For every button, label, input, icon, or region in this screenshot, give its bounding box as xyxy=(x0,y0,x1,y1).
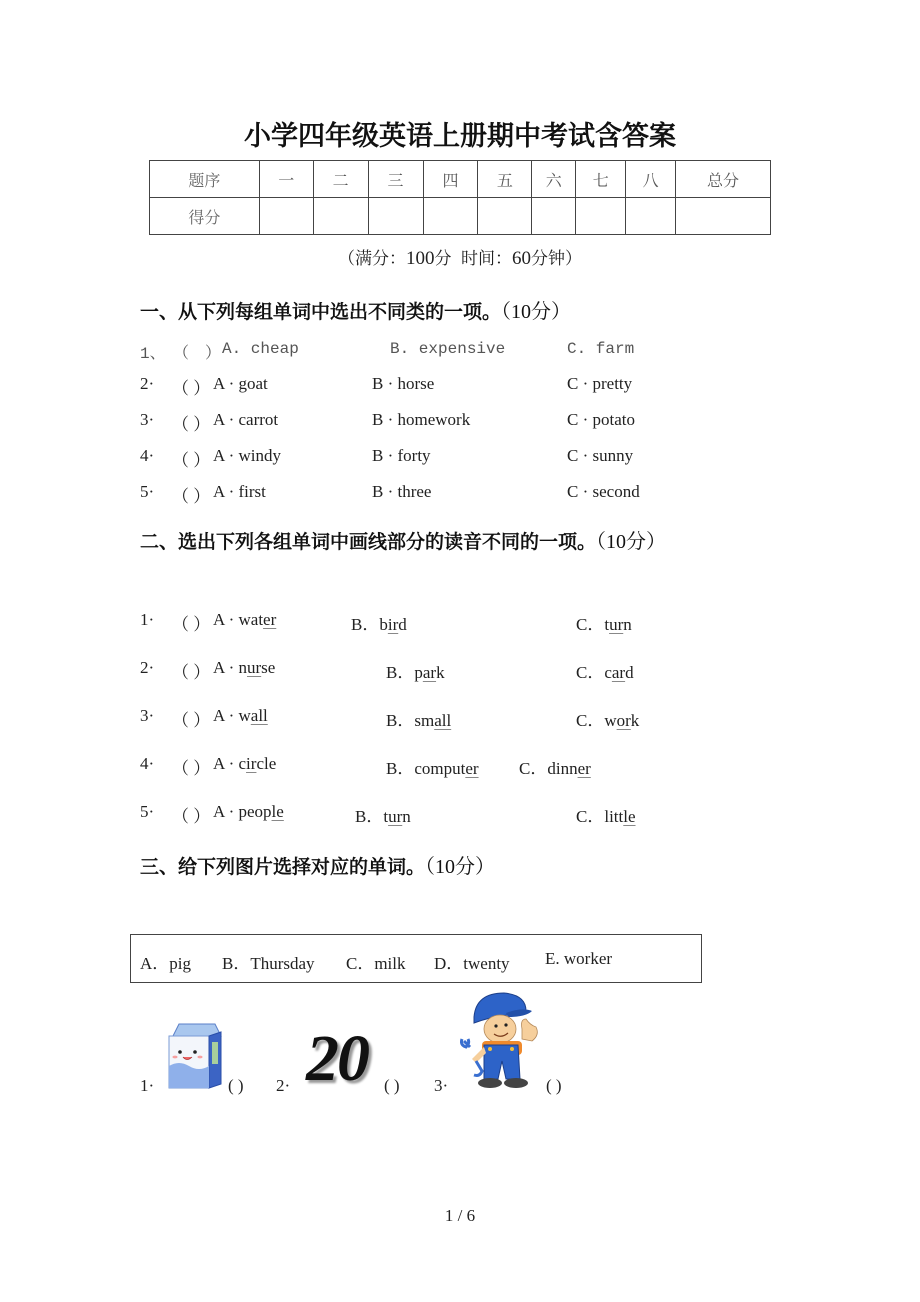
s1-q2-option-c: C · pretty xyxy=(567,374,633,393)
underlined-part: ur xyxy=(609,615,624,634)
s2-q1-option-b: B．bird xyxy=(351,615,407,634)
milk-carton-icon xyxy=(165,1022,225,1090)
s3-q3-answer-blank[interactable]: ( ) xyxy=(546,1076,562,1095)
word-bank-option-e: E. worker xyxy=(545,949,613,968)
s1-q5-option-a: A · first xyxy=(213,482,266,501)
s1-q2-number: 2· xyxy=(140,374,155,393)
s1-q1-answer-blank[interactable]: （ ） xyxy=(173,345,222,363)
s2-q4-option-b: B．computer xyxy=(386,759,479,778)
s2-q2-answer-blank[interactable]: （ ） xyxy=(172,663,211,682)
s2-q1-number: 1· xyxy=(140,610,155,629)
s1-q4-answer-blank[interactable]: （ ） xyxy=(172,451,211,470)
s3-q1-answer-blank[interactable]: ( ) xyxy=(228,1076,244,1095)
header-cell-4: 四 xyxy=(423,161,478,198)
s1-q1-number: 1、 xyxy=(140,345,166,363)
s2-q1-option-c: C．turn xyxy=(576,615,632,634)
full-mark-label: 满分 xyxy=(355,249,389,269)
s3-q1-number: 1· xyxy=(140,1076,155,1095)
s1-q2-answer-blank[interactable]: （ ） xyxy=(172,379,211,398)
s2-q5-option-a: A · people xyxy=(213,802,284,821)
s2-q4-answer-blank[interactable]: （ ） xyxy=(172,759,211,778)
s1-q3-number: 3· xyxy=(140,410,155,429)
section-3-heading xyxy=(140,850,495,879)
underlined-part: er xyxy=(577,759,591,778)
worker-boy-icon xyxy=(460,989,548,1091)
time-unit: 分钟 xyxy=(531,249,565,269)
underlined-part: or xyxy=(616,711,631,730)
s2-q3-answer-blank[interactable]: （ ） xyxy=(172,711,211,730)
header-cell-5: 五 xyxy=(478,161,532,198)
s2-q5-option-b: B．turn xyxy=(355,807,411,826)
s1-q5-option-b: B · three xyxy=(372,482,432,501)
underlined-part: ar xyxy=(422,663,437,682)
score-cell-7[interactable] xyxy=(576,198,626,235)
underlined-part: ar xyxy=(611,663,626,682)
underlined-part: er xyxy=(263,610,277,629)
underlined-part: all xyxy=(250,706,268,725)
word-bank-option-c: C．milk xyxy=(346,954,406,973)
s2-q3-option-c: C．work xyxy=(576,711,640,730)
header-cell-label: 题序 xyxy=(150,161,260,198)
score-cell-1[interactable] xyxy=(259,198,313,235)
s1-q3-answer-blank[interactable]: （ ） xyxy=(172,415,211,434)
document-title: 小学四年级英语上册期中考试含答案 xyxy=(244,121,676,152)
header-cell-3: 三 xyxy=(368,161,423,198)
s1-q3-option-a: A · carrot xyxy=(213,410,279,429)
s2-q4-option-c: C．dinner xyxy=(519,759,591,778)
time-value: 60 xyxy=(512,248,531,269)
underlined-part: le xyxy=(623,807,636,826)
header-cell-6: 六 xyxy=(532,161,576,198)
section-1-title: 一、从下列每组单词中选出不同类的一项。 xyxy=(140,301,502,323)
s3-q3-number: 3· xyxy=(434,1076,449,1095)
score-table xyxy=(149,160,771,235)
score-table-header-row xyxy=(150,161,771,198)
header-cell-2: 二 xyxy=(313,161,368,198)
underlined-part: ir xyxy=(387,615,399,634)
section-3-title: 三、给下列图片选择对应的单词。 xyxy=(140,856,426,878)
s2-q3-number: 3· xyxy=(140,706,155,725)
s2-q2-option-a: A · nurse xyxy=(213,658,276,677)
paren-open: （ xyxy=(338,249,355,269)
time-label: 时间 xyxy=(461,249,495,269)
s1-q4-option-a: A · windy xyxy=(213,446,281,465)
full-mark-unit: 分 xyxy=(434,249,452,269)
s1-q4-option-c: C · sunny xyxy=(567,446,634,465)
score-cell-8[interactable] xyxy=(626,198,676,235)
section-3-points: （10分） xyxy=(425,856,496,878)
header-cell-7: 七 xyxy=(576,161,626,198)
s1-q2-option-b: B · horse xyxy=(372,374,435,393)
section-2-points: （10分） xyxy=(596,531,667,553)
score-cell-total[interactable] xyxy=(676,198,771,235)
header-cell-1: 一 xyxy=(259,161,313,198)
header-cell-total: 总分 xyxy=(676,161,771,198)
full-mark-value: 100 xyxy=(406,248,435,269)
underlined-part: ur xyxy=(247,658,262,677)
underlined-part: le xyxy=(271,802,284,821)
colon: ： xyxy=(389,249,406,269)
full-mark-info xyxy=(0,244,920,270)
s2-q5-answer-blank[interactable]: （ ） xyxy=(172,807,211,826)
s2-q1-answer-blank[interactable]: （ ） xyxy=(172,615,211,634)
s1-q1-option-a: A. cheap xyxy=(222,340,299,358)
underlined-part: er xyxy=(465,759,479,778)
section-1-points: （10分） xyxy=(501,301,572,323)
s1-q5-number: 5· xyxy=(140,482,155,501)
s3-q2-number: 2· xyxy=(276,1076,291,1095)
score-table-score-row xyxy=(150,198,771,235)
s3-q2-answer-blank[interactable]: ( ) xyxy=(384,1076,400,1095)
section-2-heading xyxy=(140,525,666,554)
s2-q2-number: 2· xyxy=(140,658,155,677)
underlined-part: ir xyxy=(246,754,257,773)
s1-q3-option-b: B · homework xyxy=(372,410,471,429)
s1-q4-number: 4· xyxy=(140,446,155,465)
score-cell-6[interactable] xyxy=(532,198,576,235)
word-bank-option-a: A．pig xyxy=(140,954,191,973)
score-cell-4[interactable] xyxy=(423,198,478,235)
header-cell-8: 八 xyxy=(626,161,676,198)
s1-q4-option-b: B · forty xyxy=(372,446,431,465)
s2-q3-option-a: A · wall xyxy=(213,706,268,725)
score-cell-5[interactable] xyxy=(478,198,532,235)
word-bank-box xyxy=(130,934,702,983)
word-bank-option-d: D．twenty xyxy=(434,954,510,973)
s1-q3-option-c: C · potato xyxy=(567,410,635,429)
s1-q1-option-c: C. farm xyxy=(567,340,635,358)
s2-q5-option-c: C．little xyxy=(576,807,636,826)
s1-q5-option-c: C · second xyxy=(567,482,640,501)
s2-q2-option-b: B．park xyxy=(386,663,445,682)
s2-q4-option-a: A · circle xyxy=(213,754,277,773)
section-1-heading xyxy=(140,295,571,324)
s1-q1-option-b: B. expensive xyxy=(390,340,506,358)
s2-q4-number: 4· xyxy=(140,754,155,773)
s2-q2-option-c: C．card xyxy=(576,663,634,682)
colon: ： xyxy=(495,249,512,269)
word-bank-option-b: B．Thursday xyxy=(222,954,315,973)
paren-close: ） xyxy=(565,249,582,269)
score-cell-2[interactable] xyxy=(313,198,368,235)
s1-q2-option-a: A · goat xyxy=(213,374,268,393)
s2-q3-option-b: B．small xyxy=(386,711,452,730)
s2-q5-number: 5· xyxy=(140,802,155,821)
score-row-label: 得分 xyxy=(150,198,260,235)
page-number: 1 / 6 xyxy=(444,1206,476,1225)
s1-q5-answer-blank[interactable]: （ ） xyxy=(172,487,211,506)
score-cell-3[interactable] xyxy=(368,198,423,235)
underlined-part: ur xyxy=(388,807,403,826)
number-twenty-image: 20 xyxy=(306,1022,368,1095)
section-2-title: 二、选出下列各组单词中画线部分的读音不同的一项。 xyxy=(140,531,597,553)
s2-q1-option-a: A · water xyxy=(213,610,277,629)
underlined-part: all xyxy=(434,711,452,730)
